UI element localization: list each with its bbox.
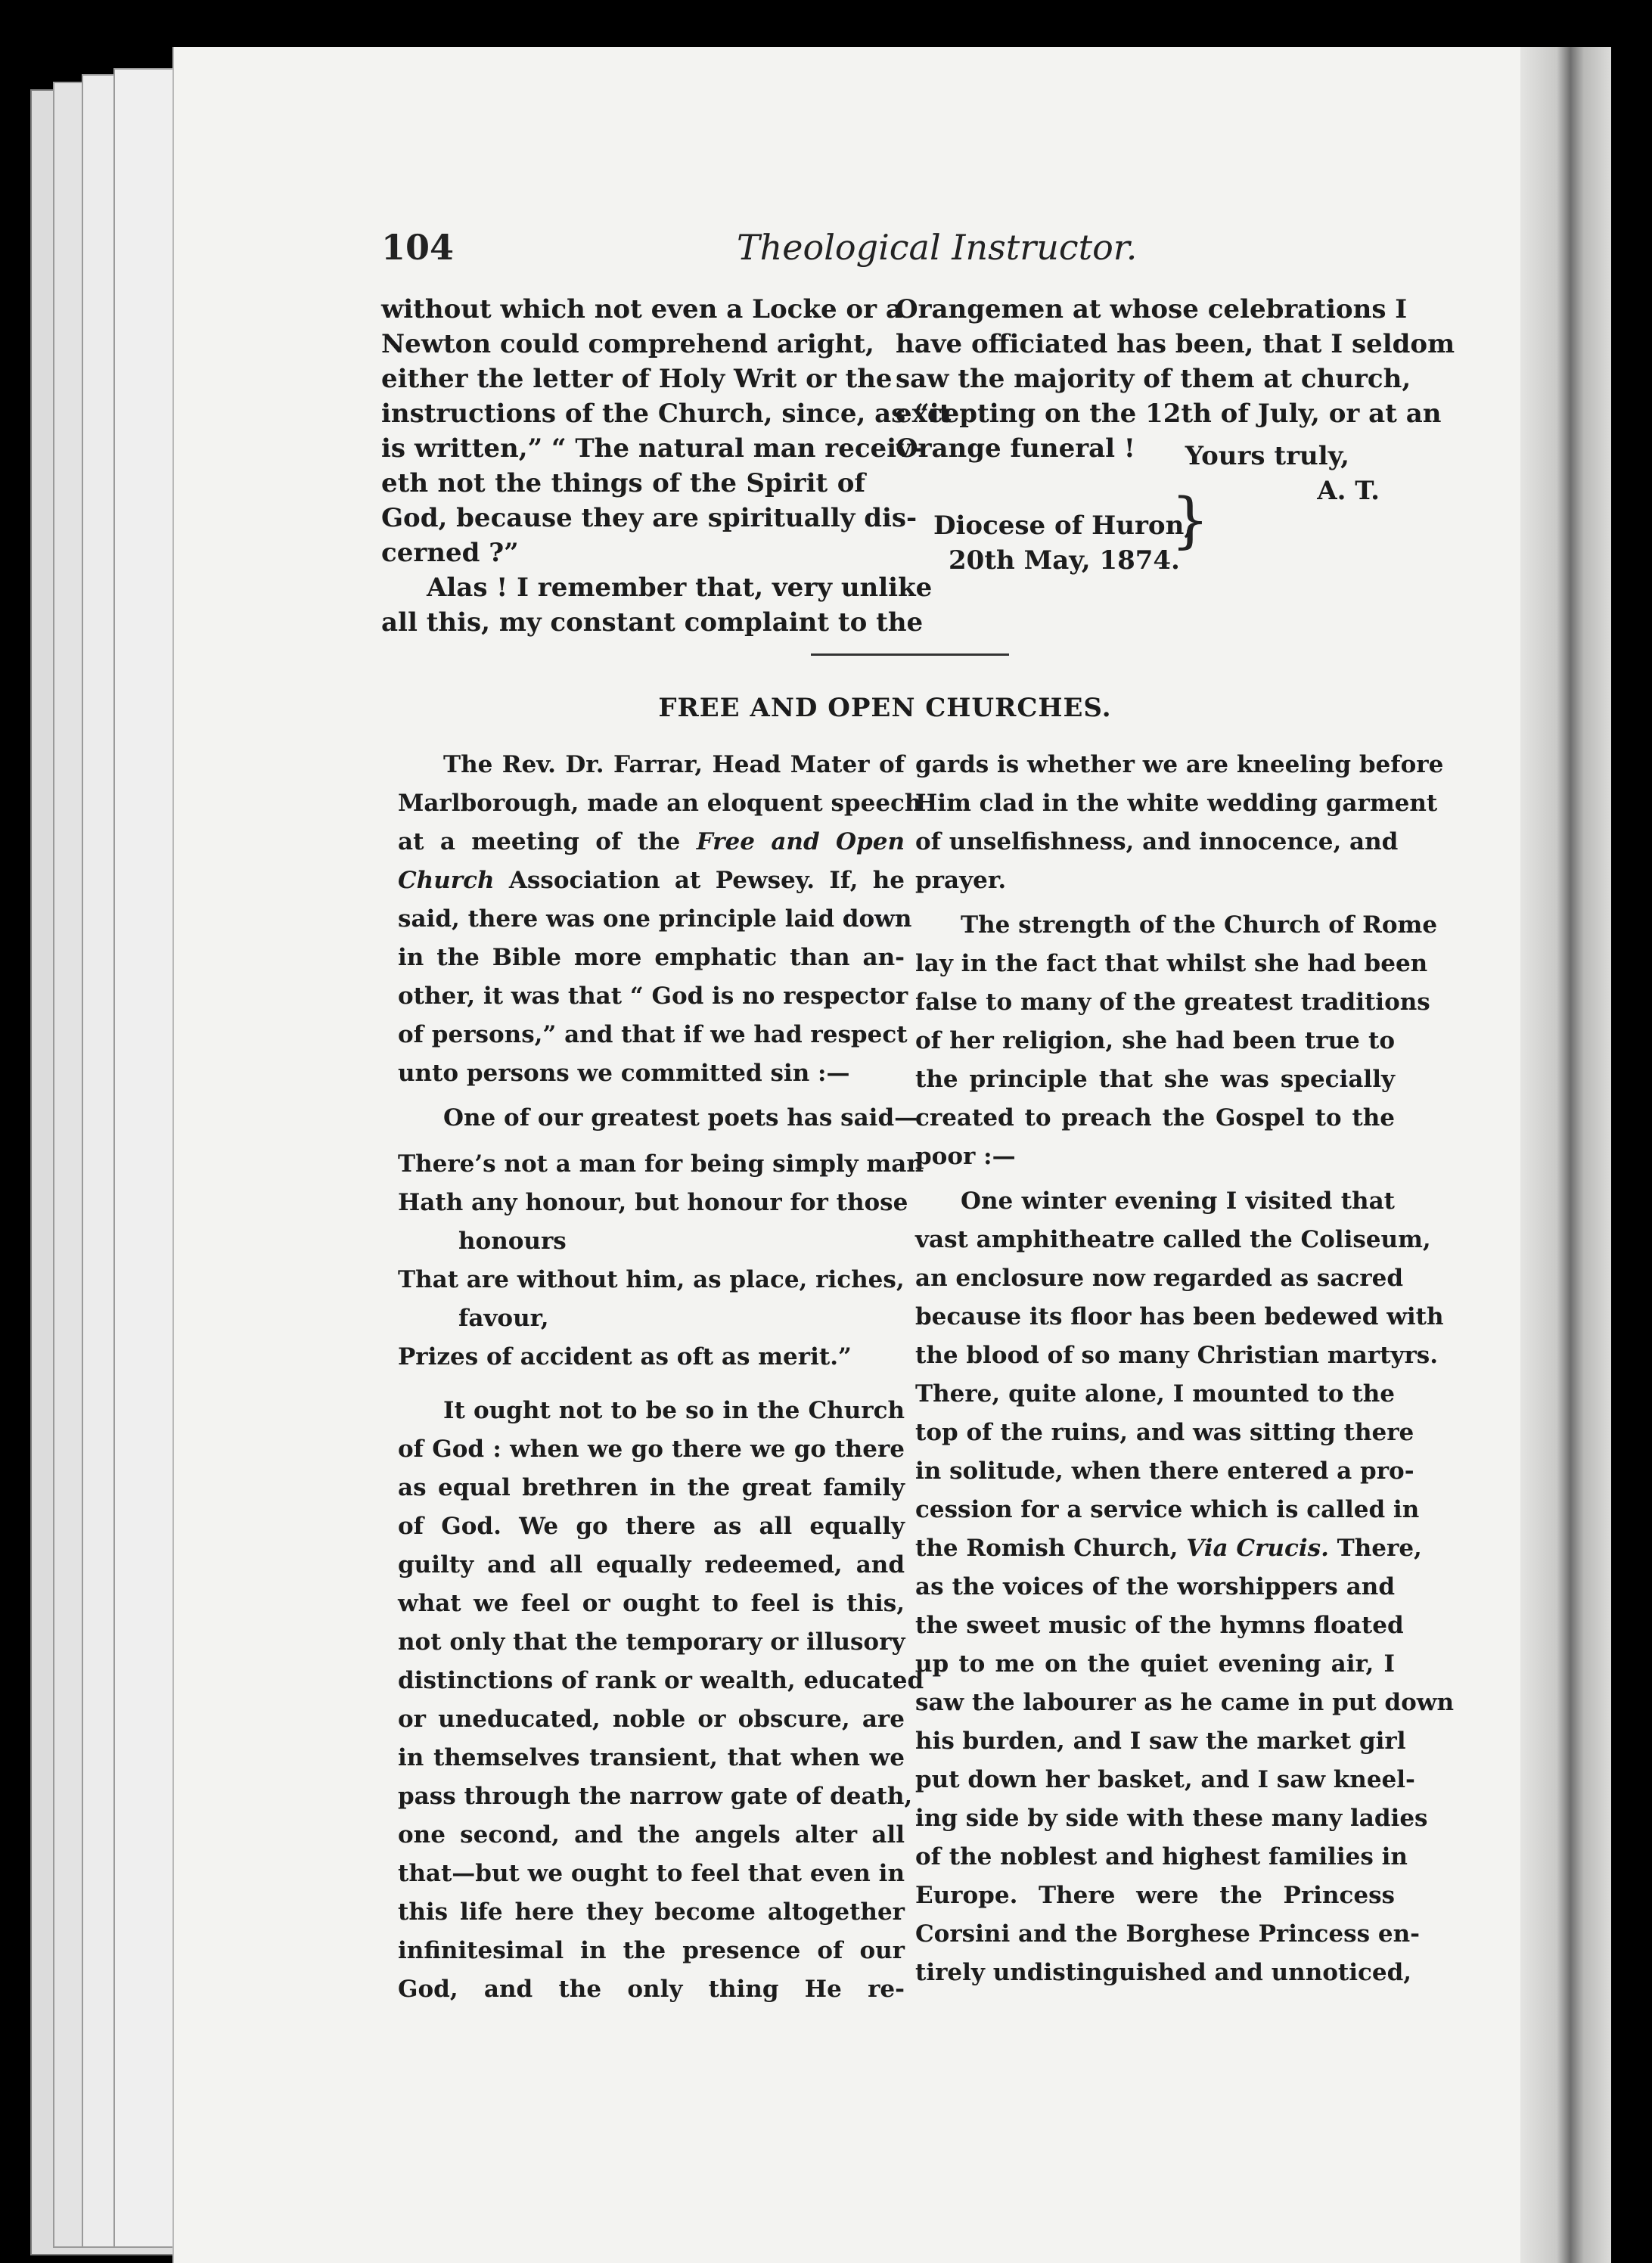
text-line: prayer. — [915, 867, 1007, 894]
paragraph-gap — [398, 1138, 905, 1145]
initials: A. T. — [1317, 476, 1380, 506]
text-line: without which not even a Locke or a — [381, 294, 902, 324]
text-line: One winter evening I visited that — [961, 1187, 1395, 1215]
text-line: saw the majority of them at church, — [896, 364, 1411, 394]
text-line: The Rev. Dr. Farrar, Head Mater of — [443, 751, 905, 778]
text-line: in themselves transient, that when we — [398, 1744, 905, 1771]
brace: } — [1171, 485, 1210, 555]
text-line: distinctions of rank or wealth, educated — [398, 1667, 924, 1694]
text-line: top of the ruins, and was sitting there — [915, 1419, 1414, 1446]
text-line: of persons,” and that if we had respect — [398, 1021, 908, 1048]
text-line: what we feel or ought to feel is this, — [398, 1590, 905, 1617]
text-line: at a meeting of the Free and Open — [398, 828, 905, 855]
text-line: put down her basket, and I saw kneel- — [915, 1766, 1415, 1793]
text-line: the blood of so many Christian martyrs. — [915, 1342, 1439, 1369]
section-rule — [811, 653, 1009, 656]
text-line: is written,” “ The natural man receiv- — [381, 433, 922, 464]
closing: Yours truly, — [1185, 441, 1349, 471]
text-line: Europe. There were the Princess — [915, 1882, 1395, 1909]
text-line: this life here they become altogether — [398, 1898, 905, 1926]
text-line: guilty and all equally redeemed, and — [398, 1551, 905, 1579]
text-line: Marlborough, made an eloquent speech — [398, 790, 922, 817]
text-line: not only that the temporary or illusory — [398, 1628, 905, 1656]
running-title: Theological Instructor. — [737, 227, 1138, 268]
text-line: instructions of the Church, since, as “it — [381, 399, 952, 429]
text-line: cession for a service which is called in — [915, 1496, 1420, 1523]
text-line: in solitude, when there entered a pro- — [915, 1457, 1414, 1485]
text-line: that—but we ought to feel that even in — [398, 1860, 905, 1887]
article-right-column — [915, 746, 1455, 1992]
text-line: of unselfishness, and innocence, and — [915, 828, 1399, 855]
text-line: excepting on the 12th of July, or at an — [896, 399, 1442, 429]
text-line: in the Bible more emphatic than an- — [398, 944, 905, 971]
text-line: as the voices of the worshippers and — [915, 1573, 1395, 1600]
text-line: Church Association at Pewsey. If, he — [398, 867, 905, 894]
text-line: of the noblest and highest families in — [915, 1843, 1408, 1870]
text-line: Him clad in the white wedding garment — [915, 790, 1438, 817]
text-line: Orangemen at whose celebrations I — [896, 294, 1408, 324]
text-line: Alas ! I remember that, very unlike — [427, 573, 933, 603]
date: 20th May, 1874. — [949, 545, 1180, 576]
text-line: pass through the narrow gate of death, — [398, 1783, 913, 1810]
text-line: because its floor has been bedewed with — [915, 1303, 1444, 1330]
text-line: God, because they are spiritually dis- — [381, 503, 918, 533]
text-line: false to many of the greatest traditions — [915, 989, 1430, 1016]
text-line: cerned ?” — [381, 538, 519, 568]
text-line: One of our greatest poets has said— — [443, 1104, 918, 1132]
text-line: favour, — [458, 1305, 549, 1332]
text-line: an enclosure now regarded as sacred — [915, 1265, 1404, 1292]
text-line: up to me on the quiet evening air, I — [915, 1650, 1395, 1678]
text-line: all this, my constant complaint to the — [381, 607, 924, 638]
text-line: ing side by side with these many ladies — [915, 1805, 1428, 1832]
text-line: the Romish Church, Via Crucis. There, — [915, 1535, 1422, 1562]
text-line: have officiated has been, that I seldom — [896, 329, 1455, 359]
text-line: There’s not a man for being simply man — [398, 1150, 924, 1178]
text-line: of God. We go there as all equally — [398, 1513, 905, 1540]
place: Diocese of Huron, — [933, 511, 1194, 541]
text-line: created to preach the Gospel to the — [915, 1104, 1395, 1132]
text-line: said, there was one principle laid down — [398, 905, 912, 933]
text-line: the principle that she was specially — [915, 1066, 1395, 1093]
text-line: Newton could comprehend aright, — [381, 329, 874, 359]
text-line: God, and the only thing He re- — [398, 1976, 905, 2003]
text-line: It ought not to be so in the Church — [443, 1397, 905, 1424]
text-line: of God : when we go there we go there — [398, 1436, 905, 1463]
text-line: or uneducated, noble or obscure, are — [398, 1706, 905, 1733]
paragraph-gap — [915, 1176, 1395, 1182]
text-line: Corsini and the Borghese Princess en- — [915, 1920, 1420, 1948]
text-line: his burden, and I saw the market girl — [915, 1728, 1406, 1755]
letter-signoff — [896, 439, 1380, 578]
paragraph-gap — [398, 1093, 905, 1099]
text-line: gards is whether we are kneeling before — [915, 751, 1444, 778]
text-line: one second, and the angels alter all — [398, 1821, 905, 1849]
text-line: the sweet music of the hymns floated — [915, 1612, 1404, 1639]
text-line: of her religion, she had been true to — [915, 1027, 1395, 1054]
article-title: FREE AND OPEN CHURCHES. — [658, 693, 1112, 723]
text-line: That are without him, as place, riches, — [398, 1266, 905, 1293]
text-line: poor :— — [915, 1143, 1016, 1170]
text-line: other, it was that “ God is no respector — [398, 982, 908, 1010]
article-left-column — [398, 746, 924, 2009]
text-line: either the letter of Holy Writ or the — [381, 364, 893, 394]
page-header — [381, 227, 1395, 280]
text-line: vast amphitheatre called the Coliseum, — [915, 1226, 1431, 1253]
text-line: unto persons we committed sin :— — [398, 1060, 850, 1087]
page-number: 104 — [381, 227, 455, 268]
text-line: Orange funeral ! — [896, 433, 1135, 464]
text-line: There, quite alone, I mounted to the — [915, 1380, 1395, 1408]
text-line: honours — [458, 1228, 567, 1255]
text-line: tirely undistinguished and unnoticed, — [915, 1959, 1412, 1986]
text-line: infinitesimal in the presence of our — [398, 1937, 905, 1964]
text-line: eth not the things of the Spirit of — [381, 468, 865, 498]
text-line: lay in the fact that whilst she had been — [915, 950, 1428, 977]
text-line: saw the labourer as he came in put down — [915, 1689, 1455, 1716]
paragraph-gap — [915, 900, 1395, 906]
text-line: Hath any honour, but honour for those — [398, 1189, 908, 1216]
letter-left-column — [381, 292, 952, 640]
paragraph-gap — [398, 1377, 905, 1392]
text-line: The strength of the Church of Rome — [961, 911, 1438, 939]
text-line: as equal brethren in the great family — [398, 1474, 905, 1501]
text-line: Prizes of accident as oft as merit.” — [398, 1343, 852, 1371]
book-gutter — [1520, 47, 1611, 2263]
